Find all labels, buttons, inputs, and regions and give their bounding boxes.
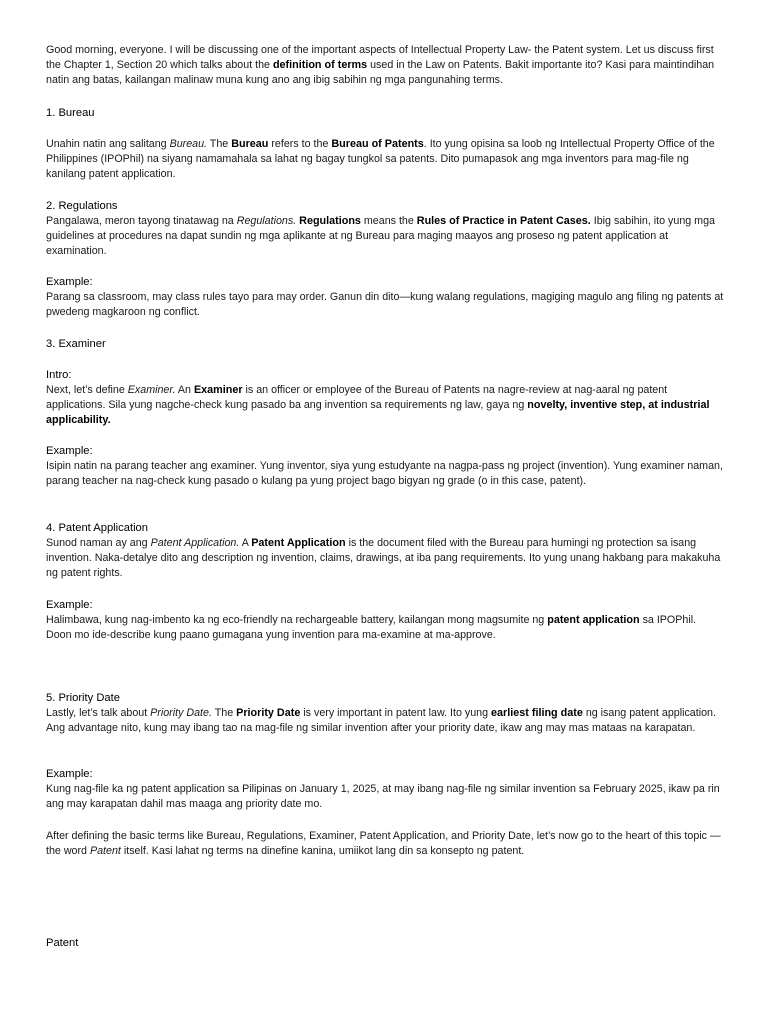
priority-date-example-label: Example: bbox=[46, 768, 93, 780]
patent-application-text-3: is the document filed with the Bureau para humingi ng protection sa isang invention. Naka-detalye dito ang description ng invention, claims, drawings, at iba pang requirements. Ito yung unang hakbang para makakuha ng patent rights. bbox=[46, 537, 721, 579]
examiner-bold: Examiner bbox=[193, 384, 243, 396]
examiner-text: Next, let’s define bbox=[46, 384, 128, 396]
heading-regulations: 2. Regulations bbox=[46, 200, 118, 212]
patent-application-example-part: Halimbawa, kung nag-imbento ka ng eco-friendly na rechargeable battery, kailangan mong magsumite ng bbox=[46, 614, 548, 626]
intro-paragraph bbox=[46, 43, 724, 88]
regulations-example-text: Parang sa classroom, may class rules tayo para may order. Ganun din dito—kung walang regulations, magiging magulo ang filing ng patents at pwedeng magkaroon ng conflict. bbox=[46, 291, 724, 318]
intro-text: Good morning, everyone. I will be discussing one of the important aspects of Intellectual Property Law- the Patent system. Let us discuss first the Chapter 1, Section 20 which talks about the bbox=[46, 44, 714, 71]
examiner-intro-label: Intro: bbox=[46, 369, 72, 381]
intro-text-2: used in the Law on Patents. Bakit importante ito? Kasi para maintindihan natin ang batas, kailangan malinaw muna kung ano ang ibig sabihin ng mga pangunahing terms. bbox=[46, 59, 715, 86]
closing-italic: Patent bbox=[89, 845, 121, 857]
examiner-text-3: is an officer or employee of the Bureau of Patents na nagre-review at nag-aaral ng patent applications. Sila yung nagche-check kung pasado ba ang invention sa requirements ng law, gaya ng bbox=[46, 384, 668, 411]
regulations-text-3: means the bbox=[360, 215, 417, 227]
regulations-bold-2: Rules of Practice in Patent Cases. bbox=[416, 215, 591, 227]
bureau-text-2: The bbox=[207, 138, 232, 150]
heading-patent-application: 4. Patent Application bbox=[46, 522, 149, 534]
regulations-text-4: Ibig sabihin, ito yung mga guidelines at procedures na dapat sundin ng mga aplikante at ng Bureau para maging maayos ang proseso ng patent application at examination. bbox=[46, 215, 715, 257]
closing-paragraph bbox=[46, 829, 724, 859]
examiner-example-text: Isipin natin na parang teacher ang examiner. Yung inventor, siya yung estudyante na nagpa-pass ng project (invention). Yung examiner naman, parang teacher na nag-check kung pasado o kulang pa yung project bago bigyan ng grade (o in this case, patent). bbox=[46, 460, 723, 487]
priority-date-bold-2: earliest filing date bbox=[491, 707, 583, 719]
patent-application-example-text bbox=[46, 613, 724, 643]
closing-text-2: itself. Kasi lahat ng terms na dinefine kanina, umiikot lang din sa konsepto ng patent. bbox=[120, 845, 525, 857]
patent-application-text: Sunod naman ay ang bbox=[46, 537, 151, 549]
regulations-example-label: Example: bbox=[46, 276, 93, 288]
bureau-bold: Bureau bbox=[231, 138, 269, 150]
regulations-bold: Regulations bbox=[299, 215, 361, 227]
patent-application-italic: Patent Application. bbox=[150, 537, 240, 549]
priority-date-text-4: ng isang patent application. Ang advantage nito, kung may ibang tao na mag-file ng similar invention after your priority date, ikaw ang may mas mataas na karapatan. bbox=[46, 707, 716, 734]
bureau-text-3: refers to the bbox=[268, 138, 332, 150]
closing-text: After defining the basic terms like Bureau, Regulations, Examiner, Patent Application, and Priority Date, let’s now go to the heart of this topic — the word bbox=[46, 830, 721, 857]
examiner-example-label: Example: bbox=[46, 445, 93, 457]
bureau-text-4: . Ito yung opisina sa loob ng Intellectual Property Office of the Philippines (IPOPhil) na siyang namamahala sa lahat ng bagay tungkol sa patents. Dito pumapasok ang mga inventors para mag-file ng kanilang patent application. bbox=[46, 138, 715, 180]
priority-date-bold: Priority Date bbox=[236, 707, 301, 719]
bureau-text: Unahin natin ang salitang bbox=[46, 138, 170, 150]
priority-date-text-3: is very important in patent law. Ito yung bbox=[300, 707, 492, 719]
patent-application-paragraph bbox=[46, 536, 724, 581]
intro-bold: definition of terms bbox=[272, 59, 368, 71]
bureau-italic: Bureau. bbox=[169, 138, 208, 150]
examiner-bold-2: novelty, inventive step, at industrial applicability. bbox=[46, 399, 710, 426]
regulations-paragraph bbox=[46, 214, 724, 259]
examiner-text-2: An bbox=[175, 384, 194, 396]
heading-priority-date: 5. Priority Date bbox=[46, 692, 120, 704]
priority-date-example-text: Kung nag-file ka ng patent application sa Pilipinas on January 1, 2025, at may ibang nag-file ng similar invention sa February 2025, ikaw pa rin ang may karapatan dahil mas maaga ang priority date mo. bbox=[46, 783, 720, 810]
examiner-italic: Examiner. bbox=[127, 384, 176, 396]
heading-bureau: 1. Bureau bbox=[46, 107, 95, 119]
patent-application-bold: Patent Application bbox=[251, 537, 346, 549]
bureau-bold-2: Bureau of Patents bbox=[331, 138, 424, 150]
priority-date-text-2: The bbox=[211, 707, 237, 719]
patent-application-example-label: Example: bbox=[46, 599, 93, 611]
patent-application-example-bold: patent application bbox=[547, 614, 640, 626]
priority-date-italic: Priority Date. bbox=[150, 707, 212, 719]
regulations-text: Pangalawa, meron tayong tinatawag na bbox=[46, 215, 237, 227]
examiner-paragraph bbox=[46, 383, 724, 428]
patent-application-text-2: A bbox=[239, 537, 252, 549]
regulations-italic: Regulations. bbox=[236, 215, 297, 227]
patent-application-example-part-2: sa IPOPhil. Doon mo ide-describe kung paano gumagana yung invention para ma-examine at ma-approve. bbox=[46, 614, 697, 641]
bureau-paragraph bbox=[46, 137, 724, 182]
priority-date-text: Lastly, let’s talk about bbox=[46, 707, 151, 719]
heading-examiner: 3. Examiner bbox=[46, 338, 106, 350]
heading-patent: Patent bbox=[46, 937, 79, 949]
priority-date-paragraph bbox=[46, 706, 724, 736]
